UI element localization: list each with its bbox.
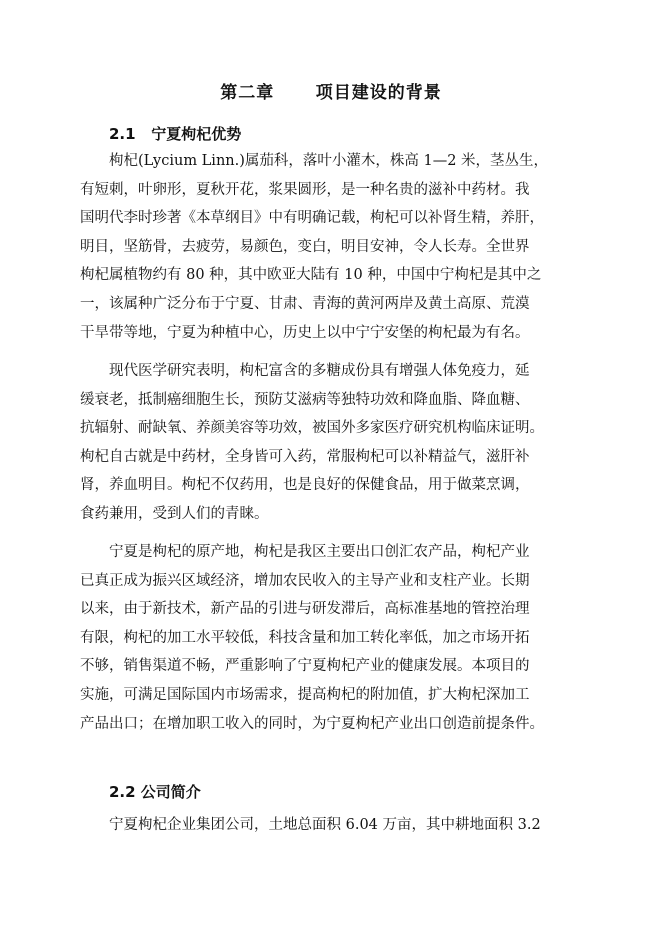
text-line: 干旱带等地，宁夏为种植中心，历史上以中宁宁安堡的枸杞最为有名。 (80, 324, 530, 341)
text-line: 枸杞(Lycium Linn.)属茄科，落叶小灌木，株高 1—2 米，茎丛生， (109, 153, 549, 169)
text-line: 一，该属种广泛分布于宁夏、甘肃、青海的黄河两岸及黄土高原、荒漠 (80, 295, 530, 312)
text-line: 产品出口；在增加职工收入的同时，为宁夏枸杞产业出口创造前提条件。 (80, 715, 544, 732)
text-line: 缓衰老，抵制癌细胞生长，预防艾滋病等独特功效和降血脂、降血糖、 (80, 391, 530, 408)
text-line: 枸杞自古就是中药材，全身皆可入药，常服枸杞可以补精益气，滋肝补 (80, 448, 530, 465)
text-line: 明目，坚筋骨，去疲劳，易颜色，变白，明目安神，令人长寿。全世界 (80, 238, 530, 255)
text-line: 已真正成为振兴区域经济，增加农民收入的主导产业和支柱产业。长期 (80, 572, 530, 589)
paragraph (109, 811, 569, 840)
text-line: 宁夏是枸杞的原产地，枸杞是我区主要出口创汇农产品，枸杞产业 (109, 544, 530, 560)
text-line: 现代医学研究表明，枸杞富含的多糖成份具有增强人体免疫力，延 (109, 363, 530, 379)
text-line: 抗辐射、耐缺氧、养颜美容等功效，被国外多家医疗研究机构临床证明。 (80, 420, 544, 437)
text-line: 宁夏枸杞企业集团公司，土地总面积 6.04 万亩，其中耕地面积 3.2 (109, 817, 541, 833)
text-line: 有短刺，叶卵形，夏秋开花，浆果圆形，是一种名贵的滋补中药材。我 (80, 181, 530, 198)
text-line: 食药兼用，受到人们的青睐。 (80, 505, 269, 522)
text-line: 以来，由于新技术，新产品的引进与研发滞后，高标准基地的管控治理 (80, 601, 530, 618)
text-line: 国明代李时珍著《本草纲目》中有明确记载，枸杞可以补肾生精，养肝， (80, 210, 544, 227)
text-line: 肾，养血明目。枸杞不仅药用，也是良好的保健食品，用于做菜烹调， (80, 477, 530, 494)
section-heading-2-2: 2.2 公司简介 (109, 783, 201, 801)
paragraph (80, 147, 569, 347)
text-line: 枸杞属植物约有 80 种，其中欧亚大陆有 10 种，中国中宁枸杞是其中之 (80, 267, 542, 284)
section-heading-2-1: 2.1 宁夏枸杞优势 (109, 125, 242, 143)
text-line: 不够，销售渠道不畅，严重影响了宁夏枸杞产业的健康发展。本项目的 (80, 658, 530, 675)
paragraph (80, 357, 569, 529)
text-line: 有限，枸杞的加工水平较低，科技含量和加工转化率低，加之市场开拓 (80, 629, 530, 646)
chapter-title: 第二章 项目建设的背景 (220, 83, 442, 103)
text-line: 实施，可满足国际国内市场需求，提高枸杞的附加值，扩大枸杞深加工 (80, 686, 530, 703)
paragraph (80, 538, 569, 738)
